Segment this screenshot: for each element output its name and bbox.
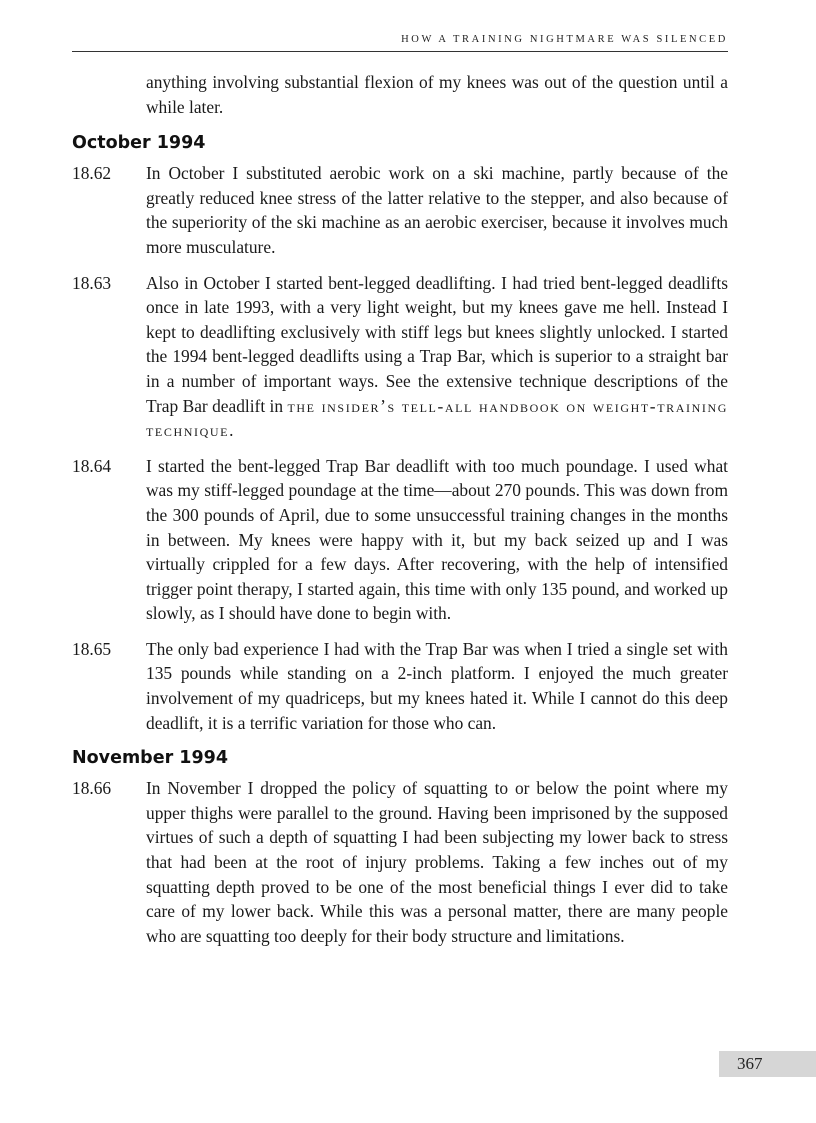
- section-heading-october-1994: October 1994: [72, 133, 206, 154]
- paragraph-18-66: [72, 776, 728, 948]
- running-head: HOW A TRAINING NIGHTMARE WAS SILENCED: [401, 34, 728, 45]
- paragraph-number: 18.64: [72, 455, 112, 476]
- paragraph-text: Also in October I started bent-legged deadlifting. I had tried bent-legged deadlifts once in late 1993, with a very light weight, but my knees gave me hell. Instead I kept to deadlifting exclusively with stiff legs but knees slightly unlocked. I started the 1994 bent-legged deadlifts using a Trap Bar, which is superior to a straight bar in a number of important ways. See the extensive technique descriptions of the Trap Bar deadlift in: [146, 272, 728, 416]
- paragraph-number: 18.66: [72, 778, 112, 799]
- paragraph-tail: .: [229, 420, 234, 441]
- page-body: [72, 70, 728, 959]
- paragraph-text: In October I substituted aerobic work on a ski machine, partly because of the greatly reduced knee stress of the latter relative to the stepper, and also because of the superiority of the ski machine as an aerobic exerciser, because it involves much more musculature.: [146, 163, 728, 257]
- paragraph-number: 18.65: [72, 638, 112, 659]
- book-title: the insider’s tell-all handbook on weight-training technique: [146, 395, 728, 441]
- paragraph-text: In November I dropped the policy of squatting to or below the point where my upper thighs were parallel to the ground. Having been imprisoned by the supposed virtues of such a depth of squatting I had been subjecting my lower back to stress that had been at the root of injury problems. Taking a few inches out of my squatting depth proved to be one of the most beneficial things I ever did to take care of my lower back. While this was a personal matter, there are many people who are squatting too deeply for their body structure and limitations.: [146, 778, 728, 946]
- header-rule: [72, 51, 728, 52]
- paragraph-text: anything involving substantial flexion of my knees was out of the question until a while later.: [146, 72, 728, 117]
- paragraph-18-62: [72, 161, 728, 259]
- page-number: 367: [719, 1051, 816, 1077]
- paragraph-text: The only bad experience I had with the Trap Bar was when I tried a single set with 135 pounds while standing on a 2-inch platform. I enjoyed the much greater involvement of my quadriceps, but my knees hated it. While I cannot do this deep deadlift, it is a terrific variation for those who can.: [146, 638, 728, 733]
- paragraph-18-64: [72, 454, 728, 626]
- opening-paragraph: [72, 70, 728, 119]
- paragraph-text: I started the bent-legged Trap Bar deadlift with too much poundage. I used what was my stiff-legged poundage at the time—about 270 pounds. This was down from the 300 pounds of April, due to some unsuccessful training changes in the months in between. My knees were happy with it, but my back seized up and I was virtually crippled for a few days. After recovering, with the help of intensified trigger point therapy, I started again, this time with only 135 pound, and worked up slowly, as I should have done to begin with.: [146, 455, 728, 624]
- paragraph-18-65: [72, 637, 728, 735]
- paragraph-number: 18.63: [72, 272, 112, 293]
- paragraph-number: 18.62: [72, 163, 112, 184]
- section-heading-november-1994: November 1994: [72, 748, 229, 769]
- paragraph-18-63: [72, 271, 728, 443]
